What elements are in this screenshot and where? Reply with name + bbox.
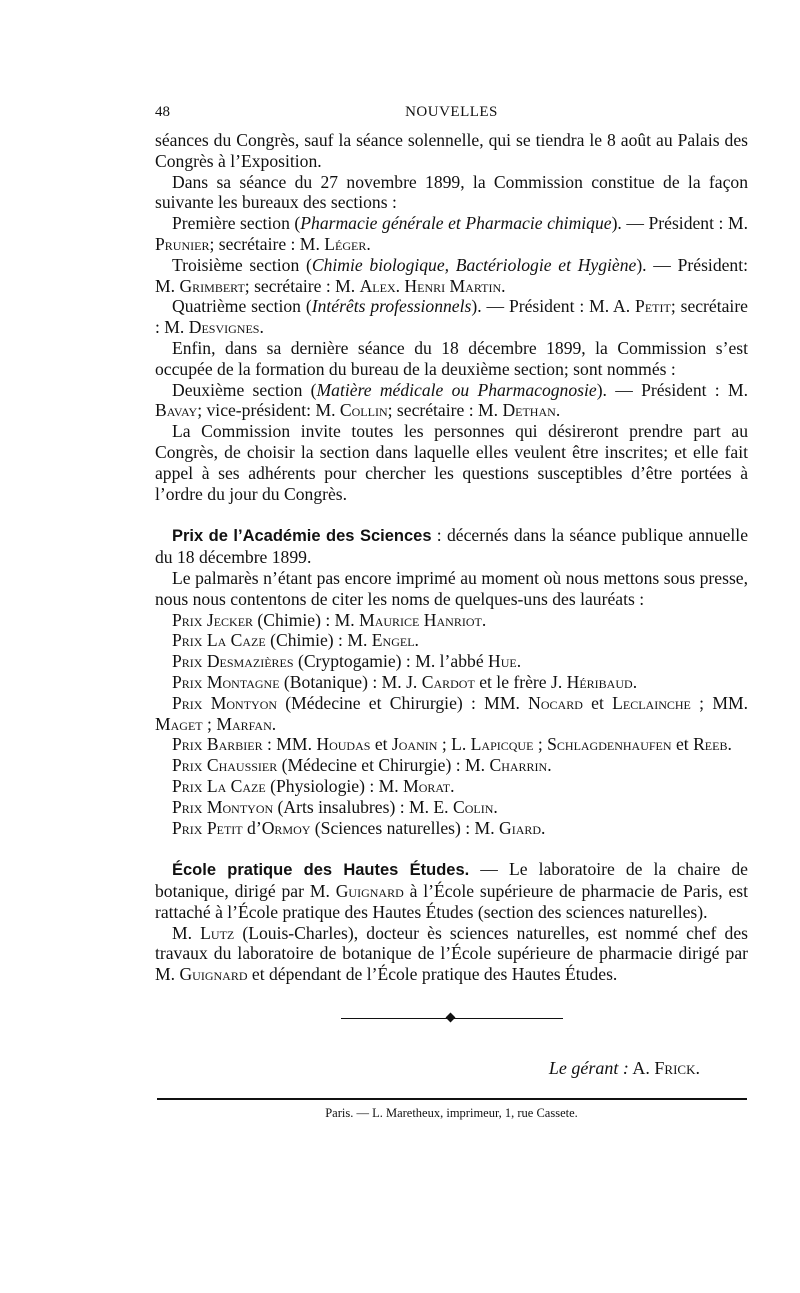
- section-third: Troisième section (Chimie biologique, Bactériologie et Hygiène). — Président: M. Grimbert; secrétaire : M. Alex. Henri Martin.: [155, 254, 748, 296]
- running-title: NOUVELLES: [405, 104, 498, 120]
- ecole-paragraph: École pratique des Hautes Études. — Le laboratoire de la chaire de botanique, dirigé par M. Guignard à l’École supérieure de pharmacie de Paris, est rattaché à l’École pratique des Hautes Études (section des sciences naturelles).: [155, 859, 748, 922]
- paragraph-commission: Dans sa séance du 27 novembre 1899, la Commission constitue de la façon suivante les bureaux des sections :: [155, 171, 748, 213]
- article-body: [155, 130, 748, 985]
- spacer: [155, 838, 748, 859]
- prize-item: Prix Desmazières (Cryptogamie) : M. l’abbé Hue.: [172, 651, 522, 672]
- prize-item: Prix Montagne (Botanique) : M. J. Cardot et le frère J. Héribaud.: [172, 671, 638, 692]
- ornament-divider: [341, 1014, 563, 1024]
- spacer: [155, 504, 748, 525]
- section-fourth: Quatrième section (Intérêts professionnels). — Président : M. A. Petit; secrétaire : M. Desvignes.: [155, 296, 748, 338]
- prize-item: Prix Jecker (Chimie) : M. Maurice Hanriot.: [172, 609, 487, 630]
- section-second: Deuxième section (Matière médicale ou Pharmacognosie). — Président : M. Bavay; vice-président: M. Collin; secrétaire : M. Dethan.: [155, 379, 748, 421]
- prix-intro: Prix de l’Académie des Sciences : décernés dans la séance publique annuelle du 18 décembre 1899.: [155, 525, 749, 568]
- paragraph-enfin: Enfin, dans sa dernière séance du 18 décembre 1899, la Commission s’est occupée de la formation du bureau de la deuxième section; sont nommés :: [155, 337, 748, 379]
- signature: Le gérant : A. Frick.: [548, 1058, 700, 1078]
- lutz-paragraph: M. Lutz (Louis-Charles), docteur ès sciences naturelles, est nommé chef des travaux du laboratoire de botanique de l’École supérieure de pharmacie dirigé par M. Guignard et dépendant de l’École pratique des Hautes Études.: [155, 922, 748, 985]
- prize-item: Prix Petit d’Ormoy (Sciences naturelles) : M. Giard.: [172, 817, 546, 838]
- prize-item: Prix Barbier : MM. Houdas et Joanin ; L. Lapicque ; Schlagdenhaufen et Reeb.: [172, 734, 732, 755]
- printer-imprint: Paris. — L. Maretheux, imprimeur, 1, rue Cassete.: [325, 1106, 578, 1120]
- footer-rule: [157, 1098, 747, 1100]
- prize-item: Prix Chaussier (Médecine et Chirurgie) : M. Charrin.: [172, 755, 552, 776]
- prize-item: Prix La Caze (Chimie) : M. Engel.: [172, 630, 419, 651]
- page-number: 48: [155, 104, 170, 120]
- prize-item: Prix Montyon (Arts insalubres) : M. E. Colin.: [172, 796, 498, 817]
- section-first: Première section (Pharmacie générale et Pharmacie chimique). — Président : M. Prunier; secrétaire : M. Léger.: [155, 213, 748, 254]
- prix-palmares: Le palmarès n’étant pas encore imprimé au moment où nous mettons sous presse, nous nous contentons de citer les noms de quelques-uns des lauréats :: [155, 567, 748, 609]
- ecole-heading: École pratique des Hautes Études.: [172, 861, 470, 880]
- running-header: [155, 104, 748, 128]
- paragraph-invitation: La Commission invite toutes les personnes qui désireront prendre part au Congrès, de choisir la section dans laquelle elles veulent être inscrites; et elle fait appel à ses adhérents pour chercher les questions susceptibles d’être portées à l’ordre du jour du Congrès.: [155, 421, 748, 504]
- prix-heading: Prix de l’Académie des Sciences: [172, 527, 432, 546]
- paragraph-continuation: séances du Congrès, sauf la séance solennelle, qui se tiendra le 8 août au Palais des Congrès à l’Exposition.: [155, 130, 748, 171]
- prize-item: Prix Montyon (Médecine et Chirurgie) : MM. Nocard et Leclainche ; MM. Maget ; Marfan.: [155, 692, 748, 734]
- diamond-icon: [446, 1013, 456, 1023]
- prize-item: Prix La Caze (Physiologie) : M. Morat.: [172, 775, 455, 796]
